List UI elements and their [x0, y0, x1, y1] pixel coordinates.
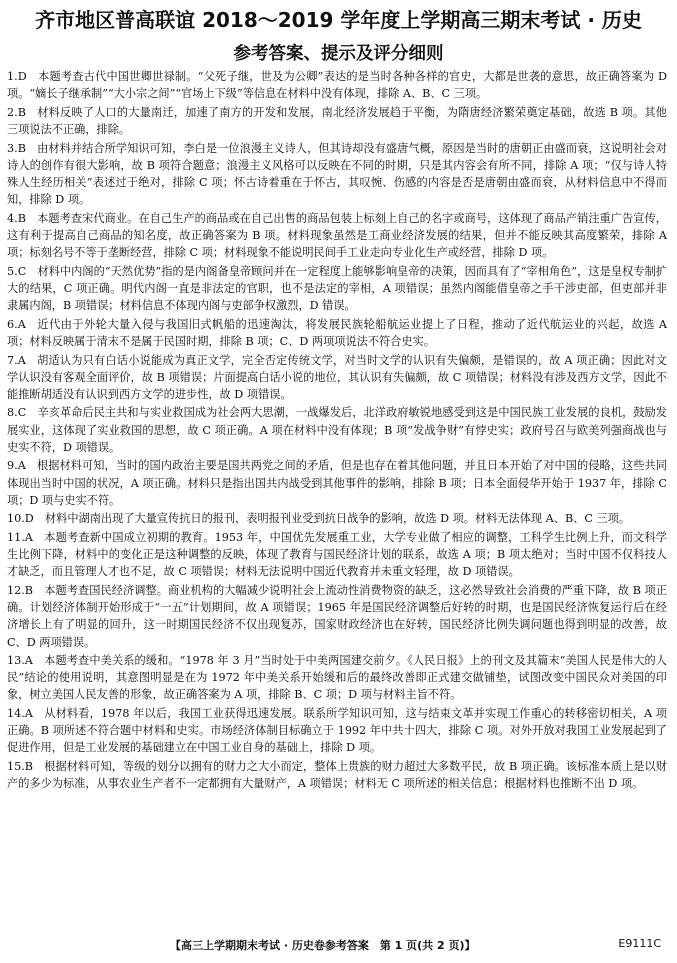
answer-item: [7, 263, 667, 314]
answer-gap: [27, 70, 38, 83]
answer-letter: D: [17, 70, 27, 83]
answer-letter: A: [17, 459, 26, 473]
answer-gap: [33, 584, 44, 597]
answer-letter: A: [24, 654, 33, 668]
answer-item: [7, 352, 667, 403]
answer-letter: B: [17, 141, 26, 155]
answer-item: [7, 457, 667, 508]
answer-explanation: 由材料并结合所学知识可知，李白是一位浪漫主义诗人，但其诗却没有盛唐气概，原因是当时的唐朝正由盛而衰，这说明社会对诗人的创作有很大影响，故 B 项符合题意；浪漫主义风格可以反映在不同的时期，只是其内容会有所不同，排除 A 项；“仅与诗人特殊人生经历相关”表述过于绝对，排除 C 项；怀古诗着重在于怀古，其叹惋、伤感的内容是否是唐朝由盛而衰，从材料信息中不得而知，排除 D 项。: [7, 141, 667, 207]
page-title: 齐市地区普高联谊 2018～2019 学年度上学期高三期末考试 · 历史: [35, 8, 642, 32]
answer-item: [7, 529, 667, 580]
answer-item: [7, 652, 667, 703]
answer-item: [7, 316, 667, 350]
answer-explanation: 根据材料可知，等级的划分以拥有的财力之大小而定，整体上贵族的财力超过大多数平民，故 B 项正确。该标准本质上是以财产的多少为标准，从事农业生产者不一定都拥有大量财产，A 项错误；材料无 C 项所述的相关信息；根据材料也推断不出 D 项。: [7, 760, 667, 791]
answer-item: [7, 210, 667, 261]
answer-letter: A: [17, 317, 26, 331]
answer-number: 1.: [7, 70, 18, 83]
answer-letter: C: [17, 406, 27, 420]
answer-letter: C: [17, 264, 27, 278]
answer-gap: [33, 531, 44, 544]
answer-gap: [26, 106, 37, 119]
answer-letter: D: [24, 512, 34, 526]
answer-gap: [33, 707, 44, 720]
answer-number: 5.: [7, 264, 18, 278]
page-subtitle: 参考答案、提示及评分细则: [233, 44, 444, 64]
answer-number: 12.: [7, 584, 25, 598]
answer-letter: A: [24, 707, 33, 721]
answer-explanation: 近代由于外轮大量入侵与我国旧式帆船的迅速淘汰，将发展民族轮船航运业提上了日程，推动了近代航运业的兴起，故选 A 项；材料反映属于清末不是属于民国时期，排除 B 项；C、D 两项项说法不符合史实。: [7, 317, 667, 348]
answer-item: [7, 705, 667, 756]
answer-item: [7, 68, 667, 102]
page-footer: [0, 933, 677, 953]
footer-page-info: 【高三上学期期末考试 · 历史卷参考答案 第 1 页(共 2 页)】: [170, 939, 476, 952]
footer-code: E9111C: [618, 937, 661, 950]
answer-item: [7, 140, 667, 209]
answer-gap: [26, 265, 37, 278]
answer-list: [7, 68, 667, 794]
answer-explanation: 胡适认为只有白话小说能成为真正文学，完全否定传统文学，对当时文学的认识有失偏颇，是错误的，故 A 项正确；因此对文学认识没有客观全面评价，故 B 项错误；片面提高白话小说的地位，其认识有失偏颇，故 C 项错误；材料没有涉及西方文学，因此不能推断胡适没有认识到西方文学的进步性，故 D 项错误。: [7, 353, 667, 401]
answer-letter: A: [17, 353, 26, 367]
answer-item: [7, 404, 667, 455]
answer-explanation: 材料中内阁的“天然优势”指的是内阁备皇帝顾问并在一定程度上能够影响皇帝的决策，因而具有了“宰相角色”，这是皇权专制扩大的结果，C 项正确。明代内阁一直是非法定的官职，也不是法定的宰相，A 项错误；虽然内阁能借皇帝之手干涉吏部，但吏部并非隶属内阁，B 项错误；材料信息不体现内阁与吏部争权激烈，D 错误。: [7, 264, 667, 313]
answer-explanation: 材料中湖南出现了大量宣传抗日的报刊，表明报刊业受到抗日战争的影响，故选 D 项。材料无法体现 A、B、C 三项。: [44, 512, 631, 526]
answer-number: 15.: [7, 760, 25, 774]
answer-gap: [34, 512, 45, 525]
answer-number: 8.: [7, 406, 18, 420]
answer-number: 3.: [7, 141, 18, 155]
answer-number: 14.: [7, 707, 25, 721]
answer-item: [7, 510, 667, 527]
answer-gap: [33, 760, 44, 773]
answer-explanation: 根据材料可知，当时的国内政治主要是国共两党之间的矛盾，但是也存在着其他问题，并且日本开始了对中国的侵略，这些共同体现出当时中国的状况，A 项正确。材料只是指出国共内战受到其他事件的影响，排除 B 项；日本全面侵华开始于 1937 年，排除 C 项；D 项与史实不符。: [7, 459, 667, 507]
answer-number: 4.: [7, 211, 18, 225]
answer-number: 6.: [7, 317, 18, 331]
answer-letter: B: [17, 211, 26, 225]
answer-explanation: 本题考查国民经济调整。商业机构的大幅减少说明社会上流动性消费物资的缺乏，这必然导致社会消费的严重下降，故 B 项正确。计划经济体制开始形成于“一五”计划期间，故 A 项错误；1965 年是国民经济调整后好转的时期，也是国民经济恢复运行后在经济增长上有了明显的回升，这一时期国民经济不仅出现复苏，国家财政经济也在好转，国民经济比例失调问题也得到明显的改善，故 C、D 两项错误。: [7, 584, 667, 649]
answer-gap: [26, 459, 37, 472]
answer-gap: [26, 142, 37, 155]
answer-explanation: 材料反映了人口的大量南迁，加速了南方的开发和发展，南北经济发展趋于平衡，为隋唐经济繁荣奠定基础，故选 B 项。其他三项说法不正确，排除。: [7, 105, 667, 136]
answer-item: [7, 104, 667, 138]
answer-gap: [26, 212, 37, 225]
answer-explanation: 本题考查新中国成立初期的教育。1953 年，中国优先发展重工业，大学专业做了相应的调整，工科学生比例上升，而文科学生比例下降，材料中的变化正是这种调整的反映，体现了教育与国民经济计划的联系，故选 A 项；B 项太绝对；当时中国不仅科技人才缺乏，而且管理人才也不足，故 C 项错误；材料无法说明中国近代教育并未重文轻理，故 D 项错误。: [7, 531, 667, 579]
answer-letter: B: [17, 105, 26, 119]
answer-gap: [26, 318, 37, 331]
answer-number: 11.: [7, 531, 25, 545]
answer-explanation: 本题考查古代中国世卿世禄制。“父死子继，世及为公卿”表达的是当时各种各样的官史，大都是世袭的意思，故正确答案为 D 项。“嫡长子继承制”“大小宗之间”“官场上下级”等信息在材料中没有体现，排除 A、B、C 三项。: [7, 70, 667, 101]
answer-gap: [26, 354, 37, 367]
answer-number: 2.: [7, 105, 18, 119]
answer-explanation: 从材料看，1978 年以后，我国工业获得迅速发展。联系所学知识可知，这与结束文革并实现工作重心的转移密切相关，A 项正确。B 项所述不符合题中材料和史实。市场经济体制目标确立于 1992 年中共十四大，排除 C 项。对外开放对我国工业发展起到了促进作用，但是工业发展的基础建立在中国工业自身的基础上，排除 D 项。: [7, 707, 667, 755]
answer-item: [7, 582, 667, 651]
answer-letter: B: [24, 760, 34, 774]
answer-number: 7.: [7, 353, 18, 367]
answer-item: [7, 758, 667, 792]
answer-number: 10.: [7, 512, 25, 526]
answer-letter: B: [24, 584, 34, 598]
answer-number: 9.: [7, 459, 18, 473]
answer-gap: [26, 406, 37, 419]
answer-explanation: 本题考查宋代商业。在自己生产的商品或在自己出售的商品包装上标刻上自己的名字或商号，这体现了商品产销注重广告宣传，这有利于提高自己商品的知名度，故正确答案为 B 项。材料现象虽然是工商业经济发展的结果，但并不能反映其高度繁荣，排除 A 项；标刻名号不等于垄断经营，排除 C 项；材料现象不能说明民间手工业走向专业化生产或经营，排除 D 项。: [7, 211, 667, 260]
answer-number: 13.: [7, 654, 25, 668]
answer-gap: [33, 654, 44, 667]
answer-letter: A: [24, 531, 33, 545]
answer-explanation: 辛亥革命后民主共和与实业救国成为社会两大思潮，一战爆发后，北洋政府敏锐地感受到这是中国民族工业发展的良机，鼓励发展实业，这体现了实业救国的思想，故 C 项正确。A 项在材料中没有体现；B 项“发战争财”有悖史实；政府号召与欧美列强商战也与史实不符，D 项错误。: [7, 406, 667, 454]
answer-explanation: 本题考查中美关系的缓和。“1978 年 3 月”当时处于中美两国建交前夕。《人民日报》上的刊文及其篇末“美国人民是伟大的人民”结论的使用说明，其意图明显是在为 1972 年中美关系开始缓和后的最终改善即正式建交做铺垫，试图改变中国民众对美国的印象，树立美国人民友善的形象，故正确答案为 A 项，排除 B、C 项；D 项与材料主旨不符。: [7, 654, 667, 702]
